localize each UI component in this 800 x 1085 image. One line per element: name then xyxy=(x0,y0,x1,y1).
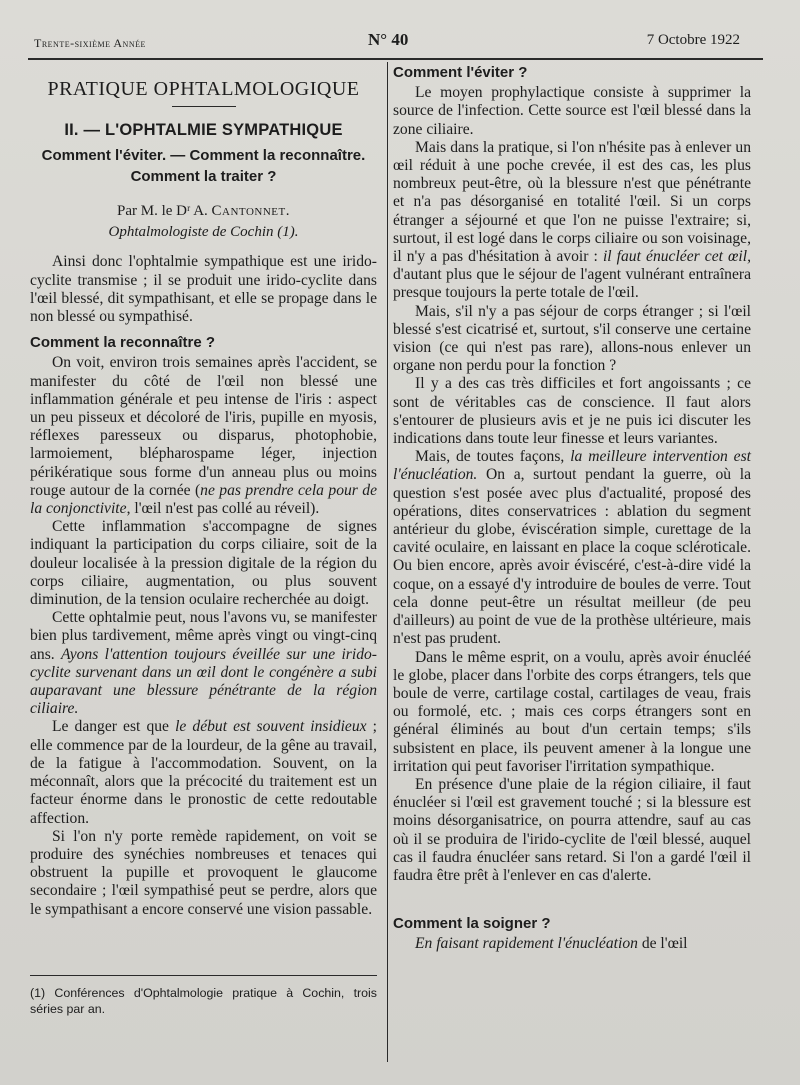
text-run: , l'œil n'est pas collé au réveil). xyxy=(126,500,320,518)
header-year: Trente-sixième Année xyxy=(34,36,146,50)
intro-paragraph: Ainsi donc l'ophtalmie sympathique est une irido-cyclite transmise ; il se produit une irido-cyclite dans l'œil blessé, dit sympathisant, et elle se propage dans le non blessé ou sympathisé. xyxy=(30,253,377,326)
text-run: On a, surtout pendant la guerre, où la question s'est posée avec plus d'actualité, proposé des opérations, dites conservatrices : ablation du segment antérieur du globe, éviscération simple, curettage de la cavité oculaire, en laissant en place la coque scléroticale. Ou bien encore, après avoir éviscéré, c'est-à-dire vidé la coque, on a essayé d'y introduire de boules de verre. Tout cela donne peut-être un résultat meilleur (de peu d'ailleurs) au point de vue de la prothèse ultérieure, mais n'est pas prudent. xyxy=(393,466,751,648)
text-run: Mais, de toutes façons, xyxy=(415,448,571,466)
page-header xyxy=(34,30,740,54)
footnote: (1) Conférences d'Ophtalmologie pratique à Cochin, trois séries par an. xyxy=(30,986,377,1016)
right-column xyxy=(393,62,751,954)
emphasis-run: En faisant rapidement l'énucléation xyxy=(415,935,638,953)
section-heading-avoid: Comment l'éviter ? xyxy=(393,64,528,81)
paragraph: Dans le même esprit, on a voulu, après avoir énucléé le globe, placer dans l'orbite des corps étrangers, tels que boule de verre, cartilage costal, cartilages de veau, frais ou formolé, etc. ; mais ces corps étrangers sont en général éliminés au bout d'un certain temps; s'ils subsistent en place, ils peuvent amener à la longue une irritation qui peut favoriser l'irritation sympathique. xyxy=(393,648,751,775)
paragraph: Mais, s'il n'y a pas séjour de corps étranger ; si l'œil blessé s'est cicatrisé et, surtout, s'il conserve une certaine vision (ce qui n'est pas rare), allons-nous enlever un organe non perdu pour la fonction ? xyxy=(393,302,751,375)
paragraph xyxy=(30,718,377,827)
author-affiliation: Ophtalmologiste de Cochin (1). xyxy=(108,224,299,241)
byline xyxy=(30,201,377,222)
header-rule xyxy=(28,58,763,60)
paragraph: Il y a des cas très difficiles et fort angoissants ; ce sont de véritables cas de conscience. Il faut alors s'entourer de plusieurs avis et je ne puis ici discuter les indications dans toute leur finesse et leurs variantes. xyxy=(393,375,751,448)
article-title: II. — L'OPHTALMIE SYMPATHIQUE xyxy=(64,121,343,140)
paragraph xyxy=(393,935,751,953)
paragraph: Cette inflammation s'accompagne de signes indiquant la participation du corps ciliaire, soit de la douleur localisée à la pression digitale de la région du corps ciliaire, augmentation, ou plus souvent diminution, de la tension oculaire recherchée au doigt. xyxy=(30,518,377,609)
text-run: On voit, environ trois semaines après l'accident, se manifester du côté de l'œil non blessé une inflammation générale et peu intense de l'iris : aspect un peu pisseux et décoloré de l'iris, pupille en myosis, réflexes paresseux ou disparus, photophobie, larmoiement, blépharospame léger, injection périkératique sous forme d'un anneau plus ou moins rouge autour de la cornée ( xyxy=(30,354,377,499)
section-kicker: PRATIQUE OPHTALMOLOGIQUE xyxy=(47,78,360,100)
author-name: Cantonnet. xyxy=(211,203,290,220)
footnote-rule xyxy=(30,975,377,976)
subtitle-line-2: Comment la traiter ? xyxy=(130,168,277,186)
subtitle-line-1: Comment l'éviter. — Comment la reconnaître. xyxy=(41,147,366,165)
text-run: de l'œil xyxy=(637,935,688,953)
left-column xyxy=(30,62,377,919)
paragraph: En présence d'une plaie de la région ciliaire, il faut énucléer si l'œil est gravement touché ; si la blessure est moins désorganisatrice, on pourra attendre, sauf au cas où il se produira de l'irido-cyclite de l'œil blessé, auquel cas il faudra énucléer sans retard. Si l'on a gardé l'œil il faudra être prêt à l'enlever en cas d'alerte. xyxy=(393,775,751,884)
section-heading-recognize: Comment la reconnaître ? xyxy=(30,334,216,352)
header-issue-number: N° 40 xyxy=(368,30,409,49)
paragraph: Le moyen prophylactique consiste à supprimer la source de l'infection. Cette source est l'œil blessé dans la zone ciliaire. xyxy=(393,84,751,138)
paragraph: Si l'on n'y porte remède rapidement, on voit se produire des synéchies nombreuses et tenaces qui obstruent la pupille et provoquent le glaucome secondaire ; l'œil sympathisé peut se perdre, alors que le sympathisant a encore conservé une vision passable. xyxy=(30,827,377,918)
text-run: d'autant plus que le séjour de l'agent vulnérant entraînera presque toujours la perte totale de l'œil. xyxy=(393,266,751,302)
section-heading-treat: Comment la soigner ? xyxy=(393,915,551,933)
emphasis-run: la meilleure intervention est l'énucléation. xyxy=(393,448,751,484)
emphasis-run: ne pas prendre cela pour de la conjonctivite xyxy=(30,481,377,518)
article-subtitle xyxy=(30,145,377,187)
emphasis-run: le début est souvent insidieux xyxy=(175,718,367,736)
header-date: 7 Octobre 1922 xyxy=(646,32,740,48)
text-run: Cette ophtalmie peut, nous l'avons vu, se manifester bien plus tardivement, même après vingt ou vingt-cinq ans. xyxy=(30,609,377,663)
emphasis-run: Ayons l'attention toujours éveillée sur une irido-cyclite survenant dans un œil dont le congénère a subi auparavant une blessure pénétrante de la région ciliaire. xyxy=(30,645,377,718)
text-run: Mais dans la pratique, si l'on n'hésite pas à enlever un œil réduit à une poche crevée, il est des cas, les plus nombreux peut-être, où la blessure n'est que pénétrante et n'a pas désorganisé en totalité l'œil. Si un corps étranger a séjourné et que l'on ne puisse l'extraire; si, surtout, il est logé dans le corps ciliaire ou son voisinage, il n'y a pas d'hésitation à avoir : xyxy=(393,138,751,266)
paragraph xyxy=(30,609,377,718)
byline-prefix: Par M. le Dʳ A. xyxy=(117,203,212,220)
spacer xyxy=(393,885,751,907)
paragraph xyxy=(393,448,751,648)
column-divider xyxy=(387,62,388,1062)
text-run: ; elle commence par de la lourdeur, de la gêne au travail, de la fatigue à l'accommodation. Souvent, on la méconnaît, alors que la précocité du traitement est un facteur énorme dans le pronostic de cette redoutable affection. xyxy=(30,718,377,827)
emphasis-run: il faut énucléer cet œil, xyxy=(602,248,751,266)
paragraph xyxy=(393,139,751,303)
paragraph xyxy=(30,354,377,518)
kicker-rule xyxy=(172,106,236,107)
text-run: Le danger est que xyxy=(52,718,176,736)
